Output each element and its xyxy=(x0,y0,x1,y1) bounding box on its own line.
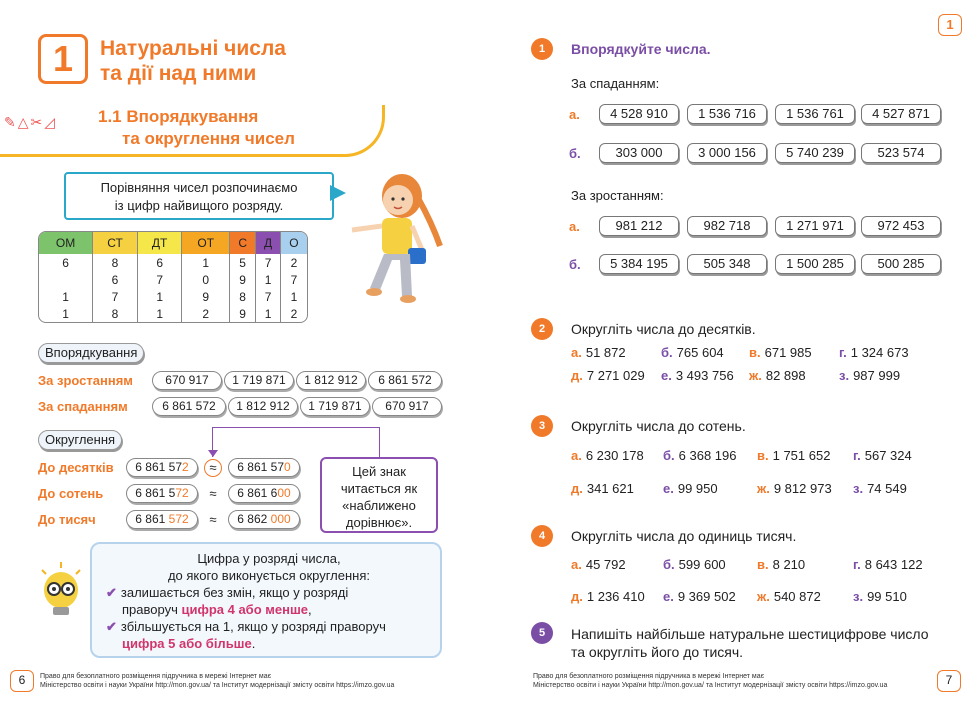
task-title: Округліть числа до одиниць тисяч. xyxy=(571,528,797,544)
task-title: Округліть числа до десятків. xyxy=(571,321,756,337)
item-letter: б. xyxy=(569,146,581,161)
table-header: ОТ xyxy=(182,232,230,254)
round-to-value: 6 861 570 xyxy=(228,458,300,477)
task-number: 1 xyxy=(531,38,553,60)
number-card: 505 348 xyxy=(687,254,767,274)
item-letter: б. xyxy=(569,257,581,272)
number-card: 1 271 971 xyxy=(775,216,855,236)
task-number: 4 xyxy=(531,525,553,547)
table-header: ОМ xyxy=(39,232,93,254)
girl-illustration-icon xyxy=(340,168,450,318)
right-page: 1 1 Впорядкуйте числа. За спаданням: а. 4 528 910 1 536 716 1 536 761 4 527 871 б. 303 000 3 000 156 5 740 239 523 574 За зростанням: а. 981 212 982 718 1 271 971 972 453 б. 5 384 195 505 348 1 500 285 500 285 2 Округліть числа до десятків. а. 51 872 б. 765 604 в. 671 985 г. 1 324 673 д. 7 271 029 е. 3 493 756 ж. 82 898 з. 987 999 3 Округліть числа до сотень. а. 6 230 178 б. 6 368 196 в. 1 751 652 г. 567 324 д. 341 621 е. 99 950 ж. 9 812 973 з. 74 549 4 Округліть числа до одиниць тисяч. а. 45 792 б. 599 600 в. 8 210 г. 8 643 122 д. 1 236 410 е. 9 369 502 ж. 540 872 з. 99 510 5 Напишіть найбільше натуральне шестицифрове число та округліть його до тисяч. Право для безоплатного розміщення підручника в мережі Інтернет має Міністерство освіти і науки України http://mon.gov.ua/ та Інститут модернізації змісту освіти https://imzo.gov.ua 7 xyxy=(485,0,970,703)
table-header: СТ xyxy=(93,232,138,254)
number-card: 981 212 xyxy=(599,216,679,236)
task-number: 2 xyxy=(531,318,553,340)
asc-value: 6 861 572 xyxy=(368,371,442,390)
number-card: 1 500 285 xyxy=(775,254,855,274)
number-card: 4 528 910 xyxy=(599,104,679,124)
round-tens-label: До десятків xyxy=(38,460,114,475)
number-card: 500 285 xyxy=(861,254,941,274)
approx-sign: ≈ xyxy=(209,512,217,527)
doodle-icon: ✎△✂◿ xyxy=(4,114,57,130)
arrow-down-icon xyxy=(208,450,218,457)
table-header: ДТ xyxy=(137,232,181,254)
descending-label: За спаданням xyxy=(38,399,128,414)
item-letter: а. xyxy=(569,107,580,122)
number-card: 5 384 195 xyxy=(599,254,679,274)
round-thousands-label: До тисяч xyxy=(38,512,96,527)
approx-sign: ≈ xyxy=(209,486,217,501)
task-number: 3 xyxy=(531,415,553,437)
task-title: Напишіть найбільше натуральне шестицифрове число та округліть його до тисяч. xyxy=(571,626,929,660)
asc-value: 1 719 871 xyxy=(224,371,294,390)
descending-label: За спаданням: xyxy=(571,76,660,91)
lightbulb-icon xyxy=(36,560,86,620)
table-header: Д xyxy=(256,232,281,254)
footer-text: Право для безоплатного розміщення підручника в мережі Інтернет має Міністерство освіти і науки України http://mon.gov.ua/ та Інститут модернізації змісту освіти https://imzo.gov.ua xyxy=(533,673,888,689)
footer-text: Право для безоплатного розміщення підручника в мережі Інтернет має Міністерство освіти і науки України http://mon.gov.ua/ та Інститут модернізації змісту освіти https://imzo.gov.ua xyxy=(40,673,395,689)
chapter-number: 1 xyxy=(38,34,88,84)
rounding-rule-box: Цифра у розряді числа, до якого виконується округлення: ✔ залишається без змін, якщо у розряді праворуч цифра 4 або менше, ✔ збільшується на 1, якщо у розряді праворуч цифра 5 або більше. xyxy=(90,542,442,658)
approx-note: Цей знак читається як «наближено дорівнює». xyxy=(320,457,438,533)
desc-value: 670 917 xyxy=(372,397,442,416)
table-row: 1 8 1 2 9 1 2 xyxy=(39,305,307,322)
page-number: 6 xyxy=(10,670,34,692)
asc-value: 1 812 912 xyxy=(296,371,366,390)
task-title: Впорядкуйте числа. xyxy=(571,41,711,57)
round-hundreds-label: До сотень xyxy=(38,486,104,501)
ordering-tag: Впорядкування xyxy=(38,343,144,363)
round-from-value: 6 861 572 xyxy=(126,484,198,503)
table-row: 1 7 1 9 8 7 1 xyxy=(39,288,307,305)
chapter-badge: 1 xyxy=(938,14,962,36)
number-card: 303 000 xyxy=(599,143,679,163)
number-card: 982 718 xyxy=(687,216,767,236)
check-icon: ✔ xyxy=(106,585,117,600)
round-from-value: 6 861 572 xyxy=(126,510,198,529)
task-number: 5 xyxy=(531,622,553,644)
ascending-label: За зростанням xyxy=(38,373,133,388)
place-value-table xyxy=(38,231,308,323)
table-row: 6 7 0 9 1 7 xyxy=(39,271,307,288)
task-title: Округліть числа до сотень. xyxy=(571,418,746,434)
number-card: 5 740 239 xyxy=(775,143,855,163)
desc-value: 6 861 572 xyxy=(152,397,226,416)
page-number: 7 xyxy=(937,670,961,692)
chapter-title: Натуральні числа та дії над ними xyxy=(100,37,286,85)
number-card: 3 000 156 xyxy=(687,143,767,163)
rounding-tag: Округлення xyxy=(38,430,122,450)
check-icon: ✔ xyxy=(106,619,117,634)
round-from-value: 6 861 572 xyxy=(126,458,198,477)
number-card: 1 536 761 xyxy=(775,104,855,124)
table-header: С xyxy=(230,232,256,254)
number-card: 1 536 716 xyxy=(687,104,767,124)
number-card: 523 574 xyxy=(861,143,941,163)
note-connector xyxy=(212,427,380,457)
number-card: 4 527 871 xyxy=(861,104,941,124)
round-to-value: 6 862 000 xyxy=(228,510,300,529)
number-card: 972 453 xyxy=(861,216,941,236)
speech-bubble: Порівняння чисел розпочинаємо із цифр найвищого розряду. xyxy=(64,172,334,220)
asc-value: 670 917 xyxy=(152,371,222,390)
round-to-value: 6 861 600 xyxy=(228,484,300,503)
item-letter: а. xyxy=(569,219,580,234)
approx-sign: ≈ xyxy=(204,459,222,477)
section-title: 1.1 Впорядкування та округлення чисел xyxy=(98,107,295,148)
desc-value: 1 719 871 xyxy=(300,397,370,416)
ascending-label: За зростанням: xyxy=(571,188,664,203)
desc-value: 1 812 912 xyxy=(228,397,298,416)
table-row: 6 8 6 1 5 7 2 xyxy=(39,254,307,271)
table-header: О xyxy=(280,232,307,254)
